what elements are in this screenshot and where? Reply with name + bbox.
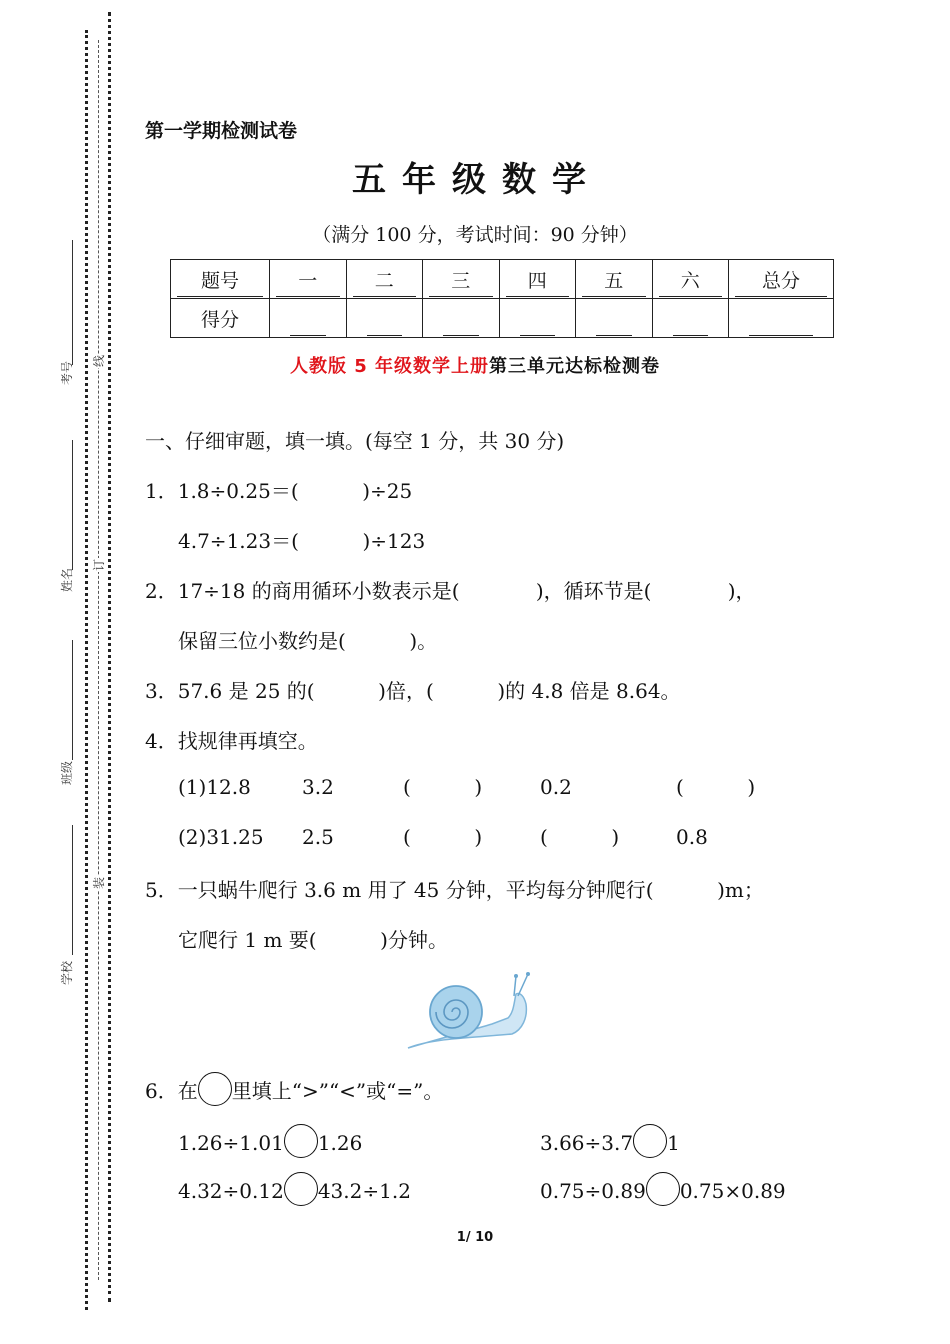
compare-answer-circle[interactable] — [284, 1172, 318, 1206]
column-header: 一 — [276, 266, 340, 297]
page-title: 五年级数学 — [352, 160, 602, 200]
cut-line-char: 线 — [92, 354, 106, 367]
compare-item — [178, 1172, 411, 1206]
score-table-header-row — [171, 260, 834, 299]
class-line — [72, 640, 73, 760]
compare-circle-icon — [198, 1072, 232, 1106]
question-5b: 它爬行 1 m 要( )分钟。 — [178, 928, 448, 952]
compare-answer-circle[interactable] — [646, 1172, 680, 1206]
column-header: 三 — [429, 266, 493, 297]
school-line — [72, 825, 73, 955]
exam-info: （满分 100 分，考试时间：90 分钟） — [312, 224, 638, 246]
question-6-prefix: 6．在 — [145, 1079, 198, 1103]
score-table-cell — [652, 260, 729, 299]
column-header: 总分 — [735, 266, 827, 297]
score-entry-cell[interactable] — [729, 299, 834, 338]
unit-title-black: 第三单元达标检测卷 — [489, 356, 661, 377]
column-header: 二 — [353, 266, 417, 297]
column-header: 五 — [582, 266, 646, 297]
question-5a: 5．一只蜗牛爬行 3.6 m 用了 45 分钟，平均每分钟爬行( )m； — [145, 878, 764, 902]
section-heading: 一、仔细审题，填一填。(每空 1 分，共 30 分) — [145, 429, 565, 453]
score-table-cell — [270, 260, 347, 299]
cut-bind-char: 订 — [92, 558, 106, 571]
question-3: 3．57.6 是 25 的( )倍，( )的 4.8 倍是 8.64。 — [145, 679, 681, 703]
question-6-suffix: 里填上“>”“<”或“=”。 — [231, 1079, 444, 1103]
page-number: 1/ 10 — [456, 1230, 494, 1245]
pattern-2-blank: ( ) — [403, 825, 483, 849]
unit-title — [0, 352, 950, 378]
exam-no-label: 考号 — [60, 360, 74, 385]
score-entry-cell[interactable] — [576, 299, 653, 338]
binding-dots-inner — [108, 12, 111, 1302]
pattern-1-blank: ( ) — [403, 775, 483, 799]
compare-left: 4.32÷0.12 — [178, 1179, 284, 1203]
compare-right: 1.26 — [317, 1131, 363, 1155]
score-entry-cell[interactable] — [346, 299, 423, 338]
question-1b: 4.7÷1.23＝( )÷123 — [178, 529, 426, 553]
score-table-cell — [171, 299, 270, 338]
pattern-2-blank: ( ) — [540, 825, 620, 849]
snail-icon — [402, 968, 542, 1056]
compare-item — [540, 1172, 786, 1206]
score-entry-cell[interactable] — [652, 299, 729, 338]
pattern-2-term: 0.8 — [676, 825, 708, 849]
column-header: 六 — [659, 266, 723, 297]
school-label: 学校 — [60, 960, 74, 985]
pattern-1-term: (1)12.8 — [178, 775, 251, 799]
score-table-cell — [346, 260, 423, 299]
score-entry-cell[interactable] — [270, 299, 347, 338]
score-table-cell — [423, 260, 500, 299]
question-2b: 保留三位小数约是( )。 — [178, 629, 438, 653]
pattern-2-term: (2)31.25 — [178, 825, 264, 849]
compare-left: 0.75÷0.89 — [540, 1179, 646, 1203]
question-6 — [145, 1072, 443, 1106]
compare-left: 1.26÷1.01 — [178, 1131, 284, 1155]
name-line — [72, 440, 73, 570]
compare-right: 1 — [667, 1131, 680, 1155]
class-label: 班级 — [60, 760, 74, 785]
score-entry-cell[interactable] — [423, 299, 500, 338]
question-4: 4．找规律再填空。 — [145, 729, 318, 753]
question-2a: 2．17÷18 的商用循环小数表示是( )，循环节是( )， — [145, 579, 756, 603]
compare-left: 3.66÷3.7 — [540, 1131, 634, 1155]
compare-answer-circle[interactable] — [633, 1124, 667, 1158]
row-label-number: 题号 — [177, 266, 263, 297]
score-table-cell — [171, 260, 270, 299]
score-table — [170, 259, 834, 338]
question-1a: 1．1.8÷0.25＝( )÷25 — [145, 479, 413, 503]
pattern-1-term: 3.2 — [302, 775, 334, 799]
score-table-cell — [576, 260, 653, 299]
score-table-cell — [729, 260, 834, 299]
score-entry-cell[interactable] — [499, 299, 576, 338]
pattern-2-term: 2.5 — [302, 825, 334, 849]
pattern-1-blank: ( ) — [676, 775, 756, 799]
score-table-cell — [499, 260, 576, 299]
cut-staple-char: 装 — [92, 876, 106, 889]
row-label-score: 得分 — [200, 309, 239, 331]
compare-item — [540, 1124, 680, 1158]
compare-answer-circle[interactable] — [284, 1124, 318, 1158]
compare-right: 0.75×0.89 — [679, 1179, 786, 1203]
compare-item — [178, 1124, 362, 1158]
pattern-1-term: 0.2 — [540, 775, 572, 799]
column-header: 四 — [506, 266, 570, 297]
unit-title-red: 人教版 5 年级数学上册 — [289, 356, 490, 377]
exam-no-line — [72, 240, 73, 365]
compare-right: 43.2÷1.2 — [317, 1179, 411, 1203]
name-label: 姓名 — [60, 567, 74, 592]
semester-label: 第一学期检测试卷 — [145, 120, 298, 142]
score-table-score-row — [171, 299, 834, 338]
